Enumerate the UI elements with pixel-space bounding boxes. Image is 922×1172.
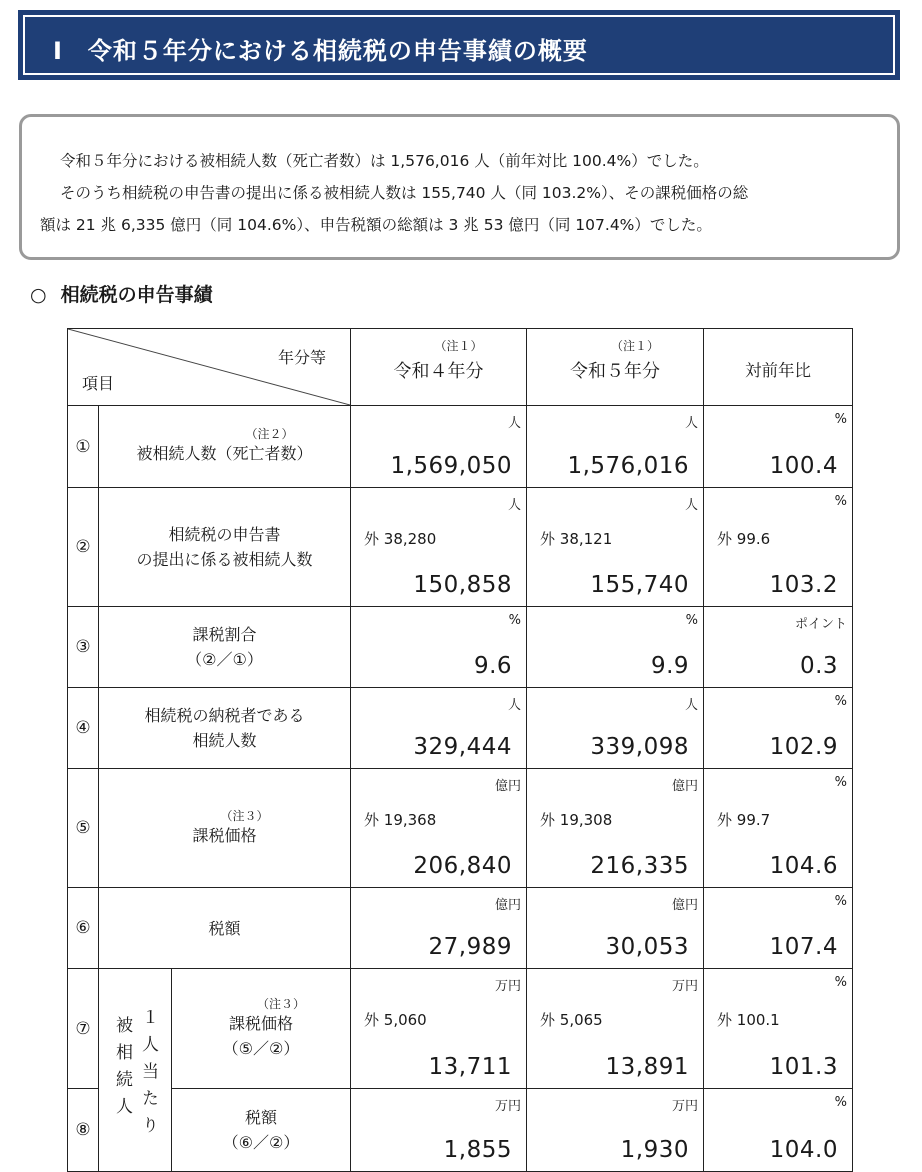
outer-value: 外 38,280 [364,530,437,548]
unit-label: 人 [685,498,699,513]
column-header-r5 [527,329,704,406]
main-value: 100.4 [769,453,839,479]
unit-label: 人 [685,698,699,713]
unit-label: 万円 [495,1099,522,1114]
main-value: 107.4 [769,934,839,960]
value-cell [704,607,853,688]
item-label-line1: 税額 [245,1108,278,1127]
header-corner-year: 年分等 [278,348,327,367]
main-value: 13,711 [428,1054,513,1080]
item-label-line2: （②／①） [186,650,263,669]
item-label-line2: の提出に係る被相続人数 [136,550,313,569]
main-value: 1,855 [443,1137,513,1163]
item-note: （注２） [245,427,294,441]
unit-label: 億円 [495,898,522,913]
value-cell [527,607,704,688]
table-row [68,406,853,488]
row-item-label [172,1089,351,1172]
item-note: （注３） [257,996,306,1011]
column-header-ratio [704,329,853,406]
unit-label: % [834,694,848,709]
main-value: 104.0 [769,1137,839,1163]
summary-line-1: 令和５年分における被相続人数（死亡者数）は 1,576,016 人（前年対比 100.4%）でした。 [60,152,709,170]
unit-label: % [834,494,848,509]
item-label-line2: （⑥／②） [222,1133,300,1152]
unit-label: 万円 [672,979,699,994]
unit-label: 人 [508,698,522,713]
row-item-label [99,888,351,969]
table-row [68,688,853,769]
row-item-label [172,969,351,1089]
row-number: ⑧ [68,1089,99,1172]
circle-bullet-icon: ○ [30,284,47,306]
value-cell [704,488,853,607]
outer-value: 外 5,065 [540,1011,603,1029]
value-cell [704,1089,853,1172]
item-label-line1: 相続税の申告書 [168,525,281,544]
table-row [68,1089,853,1172]
title-banner [18,10,900,80]
value-cell [527,688,704,769]
row-item-label [99,488,351,607]
table-row [68,607,853,688]
value-cell [704,406,853,488]
row-number: ⑦ [68,969,99,1089]
column-label: 対前年比 [745,361,812,380]
unit-label: 万円 [495,979,522,994]
main-value: 1,930 [620,1137,690,1163]
value-cell [351,1089,527,1172]
main-value: 329,444 [413,734,513,760]
value-cell [351,488,527,607]
main-value: 216,335 [590,853,690,879]
row-item-label [99,406,351,488]
column-note: （注１） [611,339,660,353]
section-heading-text: 相続税の申告事績 [60,284,213,306]
row-number: ④ [68,688,99,769]
unit-label: % [508,613,522,628]
row-number: ② [68,488,99,607]
main-value: 30,053 [605,934,690,960]
value-cell [704,888,853,969]
main-value: 104.6 [769,853,839,879]
value-cell [704,688,853,769]
main-value: 103.2 [769,572,839,598]
main-value: 27,989 [428,934,513,960]
main-value: 155,740 [590,572,690,598]
row-number: ⑥ [68,888,99,969]
value-cell [351,769,527,888]
table-row [68,888,853,969]
column-note: （注１） [434,339,483,353]
group-label-col1: １人当たり [138,1007,158,1143]
unit-label: 万円 [672,1099,699,1114]
item-label-line2: 相続人数 [192,731,257,750]
unit-label: % [834,412,848,427]
item-label-line1: 課税価格 [192,825,257,845]
header-corner-item: 項目 [82,374,115,393]
main-value: 13,891 [605,1054,690,1080]
results-table [67,328,853,1172]
item-label-line1: 被相続人数（死亡者数） [136,444,313,463]
outer-value: 外 5,060 [364,1011,427,1029]
summary-line-2: そのうち相続税の申告書の提出に係る被相続人数は 155,740 人（同 103.2%）、その課税価格の総 [60,184,749,202]
row-item-label [99,688,351,769]
item-label-line1: 課税価格 [229,1013,294,1033]
unit-label: % [834,975,848,990]
outer-value: 外 99.6 [717,530,771,548]
column-header-r4 [351,329,527,406]
outer-value: 外 19,308 [540,811,613,829]
unit-label: 億円 [672,779,699,794]
outer-value: 外 38,121 [540,530,613,548]
unit-label: % [834,1095,848,1110]
unit-label: % [685,613,699,628]
row-item-label [99,769,351,888]
summary-line-3: 額は 21 兆 6,335 億円（同 104.6%）、申告税額の総額は 3 兆 53 億円（同 107.4%）でした。 [40,216,712,234]
item-label-line1: 相続税の納税者である [144,706,305,725]
main-value: 1,569,050 [390,453,513,479]
value-cell [351,969,527,1089]
row-number: ⑤ [68,769,99,888]
item-label-line1: 課税割合 [192,625,257,644]
row-item-label [99,607,351,688]
group-label-col2: 被相続人 [112,1015,132,1124]
unit-label: 人 [508,498,522,513]
value-cell [527,969,704,1089]
per-person-group-label [99,969,172,1172]
main-value: 101.3 [769,1054,839,1080]
summary-box [19,114,900,260]
main-value: 102.9 [769,734,839,760]
table-row [68,488,853,607]
unit-label: 億円 [672,898,699,913]
unit-label: % [834,894,848,909]
main-value: 1,576,016 [567,453,690,479]
unit-label: 人 [685,416,699,431]
unit-label: % [834,775,848,790]
value-cell [527,769,704,888]
item-label-line2: （⑤／②） [222,1038,300,1058]
value-cell [527,406,704,488]
table-row [68,769,853,888]
item-label-line1: 税額 [208,918,241,938]
column-label: 令和４年分 [393,361,484,382]
main-value: 9.9 [650,653,690,679]
main-value: 339,098 [590,734,690,760]
unit-label: 人 [508,416,522,431]
outer-value: 外 19,368 [364,811,437,829]
section-heading [30,280,213,307]
page-title: Ⅰ 令和５年分における相続税の申告事績の概要 [53,37,588,65]
unit-label: 億円 [495,779,522,794]
outer-value: 外 100.1 [717,1011,780,1029]
header-corner-cell [68,329,351,406]
value-cell [704,969,853,1089]
value-cell [351,406,527,488]
value-cell [704,769,853,888]
row-number: ③ [68,607,99,688]
table-header-row [68,329,853,406]
value-cell [351,607,527,688]
row-number: ① [68,406,99,488]
main-value: 9.6 [473,653,513,679]
item-note: （注３） [220,808,269,823]
main-value: 150,858 [413,572,513,598]
unit-label: ポイント [795,617,848,632]
table-row [68,969,853,1089]
value-cell [351,688,527,769]
value-cell [351,888,527,969]
main-value: 206,840 [413,853,513,879]
outer-value: 外 99.7 [717,811,771,829]
column-label: 令和５年分 [570,361,661,382]
main-value: 0.3 [799,653,839,679]
value-cell [527,1089,704,1172]
value-cell [527,488,704,607]
value-cell [527,888,704,969]
